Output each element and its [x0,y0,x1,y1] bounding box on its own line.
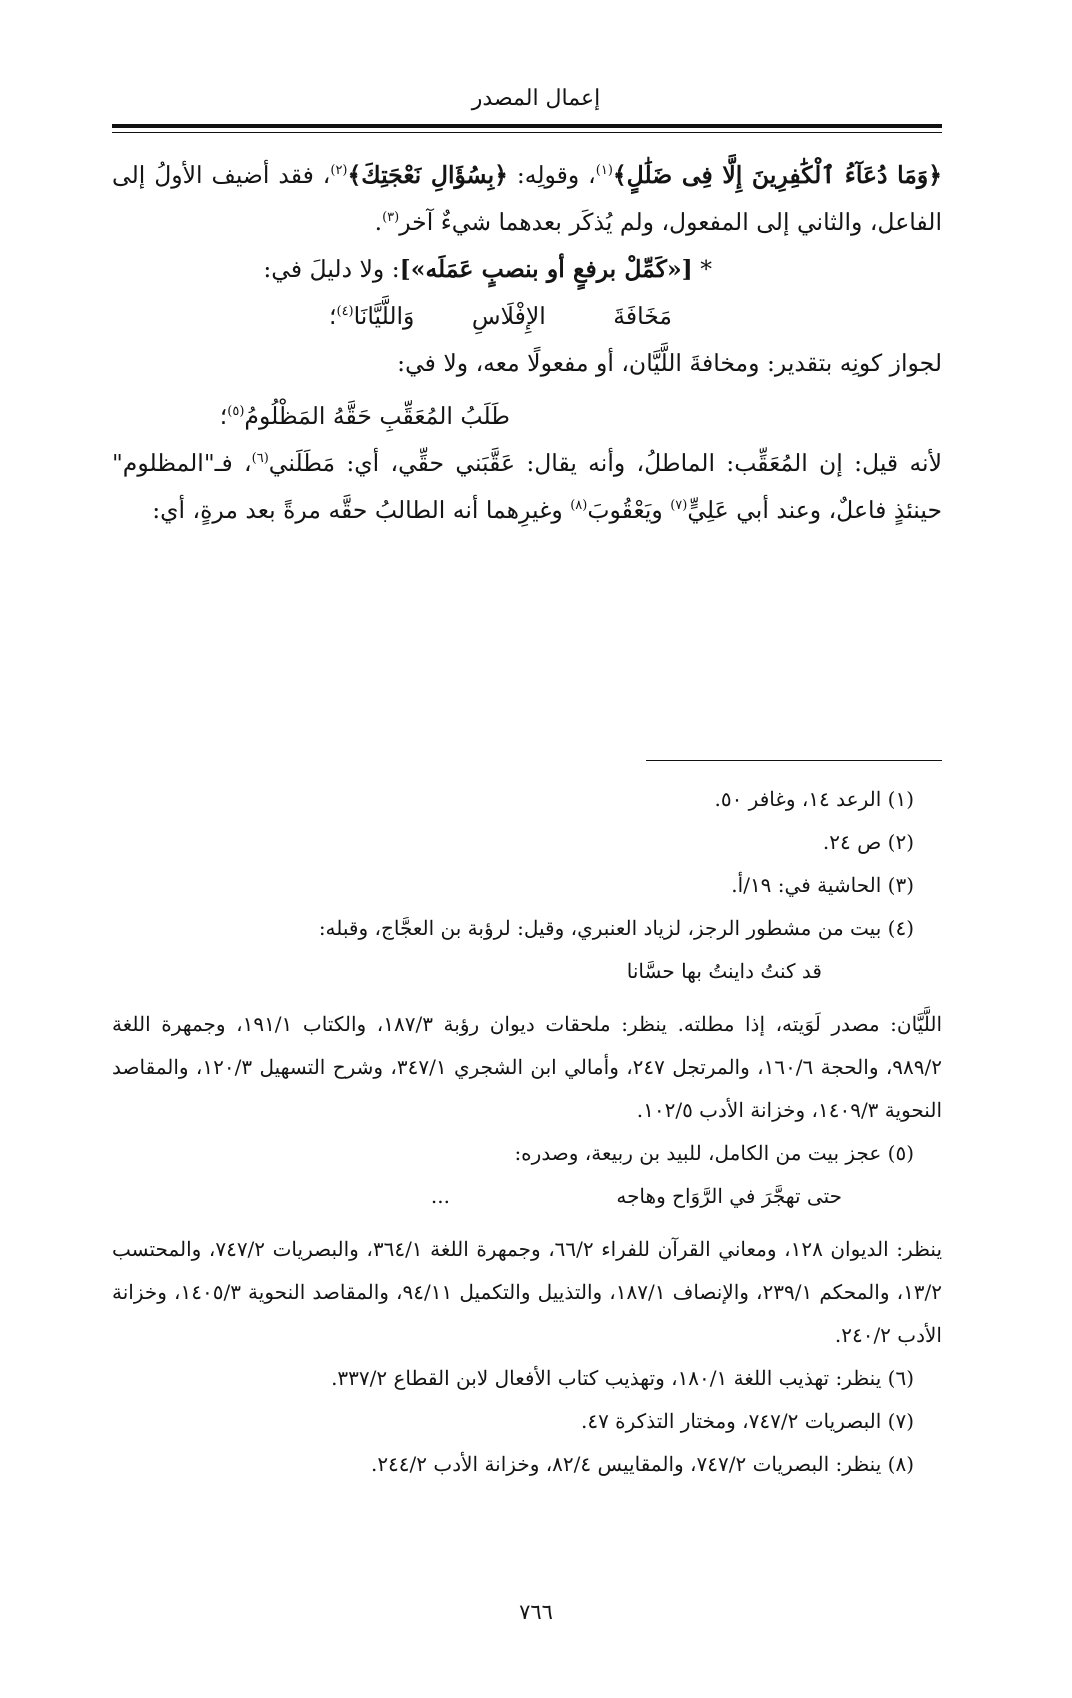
footnote-ref-4: (٤) [336,304,354,320]
footnote-ref-2: (٢) [330,163,348,179]
quran-quote-1: ﴿وَمَا دُعَآءُ ٱلْكَٰفِرِينَ إِلَّا فِى ضَلَٰلٍ﴾ [612,161,942,189]
rule-heading: [«كَمِّلْ برفعٍ أو بنصبٍ عَمَلَه»] [399,255,693,283]
footnote-5-continuation: ينظر: الديوان ١٢٨، ومعاني القرآن للفراء ٦٦/٢، وجمهرة اللغة ٣٦٤/١، والبصريات ٧٤٧/٢، والمحتسب ١٣/٢، والمحكم ٢٣٩/١، والإنصاف ١٨٧/١، والتذييل والتكميل ٩٤/١١، والمقاصد النحوية ١٤٠٥/٣، وخزانة الأدب ٢٤٠/٢. [112,1237,943,1347]
footnote-3: (٣) الحاشية في: ١٩/أ. [731,873,914,897]
footnote-5-verse-ellipsis: ... [430,1184,450,1208]
header-rule-thick [112,124,942,128]
paragraph-1-tail: . [374,208,383,236]
running-header: إعمال المصدر [471,86,601,111]
footnotes [112,778,942,1486]
paragraph-2-rest: : ولا دليلَ في: [263,255,400,283]
verse-1-word-2: الإِفْلَاسِ [471,302,546,330]
footnote-7: (٧) البصريات ٧٤٧/٢، ومختار التذكرة ٤٧. [580,1409,914,1433]
footnote-separator [646,760,942,761]
quran-quote-2: ﴿بِسُؤَالِ نَعْجَتِكَ﴾ [347,161,508,189]
paragraph-2 [112,246,942,293]
paragraph-4-d: وغيرِهما أنه الطالبُ حقَّه مرةً بعد مرةٍ، أي: [152,496,571,524]
footnote-4-continuation: اللَّيَّان: مصدر لَوَيته، إذا مطلته. ينظر: ملحقات ديوان رؤبة ١٨٧/٣، والكتاب ١٩١/١، وجمهرة اللغة ٩٨٩/٢، والحجة ١٦٠/٦، والمرتجل ٢٤٧، وأمالي ابن الشجري ٣٤٧/١، وشرح التسهيل ١٢٠/٣، والمقاصد النحوية ١٤٠٩/٣، وخزانة الأدب ١٠٢/٥. [112,1012,943,1122]
verse-1-word-3: وَاللَّيَّانَا [353,302,415,330]
footnote-4-verse: قد كنتُ داينتُ بها حسَّانا [626,959,822,983]
paragraph-1-end: ، فقد أضيف الأولُ إلى الفاعل، والثاني إلى المفعول، ولم يُذكَر بعدهما شيءٌ آخر [112,161,942,236]
footnote-5: (٥) عجز بيت من الكامل، للبيد بن ربيعة، وصدره: [514,1141,914,1165]
footnote-6: (٦) ينظر: تهذيب اللغة ١٨٠/١، وتهذيب كتاب الأفعال لابن القطاع ٣٣٧/٢. [331,1366,914,1390]
footnote-ref-3: (٣) [382,210,400,226]
footnote-ref-6: (٦) [251,451,269,467]
verse-1 [112,293,942,340]
verse-1-end: ؛ [329,302,337,330]
verse-1-word-1: مَخَافَةَ [613,302,672,330]
footnote-ref-8: (٨) [570,498,588,514]
paragraph-1 [112,152,942,246]
rule-star: * [692,255,712,283]
paragraph-4-c: ويَعْقُوبَ [587,496,671,524]
paragraph-4 [112,440,942,534]
verse-2-text: طَلَبُ المُعَقِّبِ حَقَّهُ المَظْلُومُ [244,402,510,430]
paragraph-1-mid: ، وقولِه: [507,161,596,189]
paragraph-4-b: ، فـ"المظلوم" حينئذٍ فاعلٌ، وعند أبي عَلِيٍّ [112,449,942,524]
main-text [112,152,942,534]
footnote-ref-1: (١) [595,163,613,179]
footnote-1: (١) الرعد ١٤، وغافر ٥٠. [714,787,914,811]
paragraph-4-a: لأنه قيل: إن المُعَقِّب: الماطلُ، وأنه يقال: عَقَّبَني حقِّي، أي: مَطَلَني [268,449,942,477]
page-number: ٧٦٦ [519,1600,553,1624]
verse-2 [112,393,942,440]
footnote-5-verse [112,1175,942,1218]
footnote-8: (٨) ينظر: البصريات ٧٤٧/٢، والمقاييس ٨٢/٤، وخزانة الأدب ٢٤٤/٢. [370,1452,914,1476]
footnote-4: (٤) بيت من مشطور الرجز، لزياد العنبري، وقيل: لرؤبة بن العجَّاج، وقبله: [318,916,914,940]
footnote-5-verse-first-half: حتى تهجَّرَ في الرَّوَاح وهاجه [616,1184,842,1208]
header-rule-thin [112,132,942,133]
footnote-ref-7: (٧) [670,498,688,514]
verse-2-end: ؛ [219,402,228,430]
footnote-ref-5: (٥) [227,404,245,420]
footnote-2: (٢) ص ٢٤. [822,830,914,854]
paragraph-3: لجواز كونِه بتقدير: ومخافةَ اللَّيَّان، أو مفعولًا معه، ولا في: [397,349,942,377]
